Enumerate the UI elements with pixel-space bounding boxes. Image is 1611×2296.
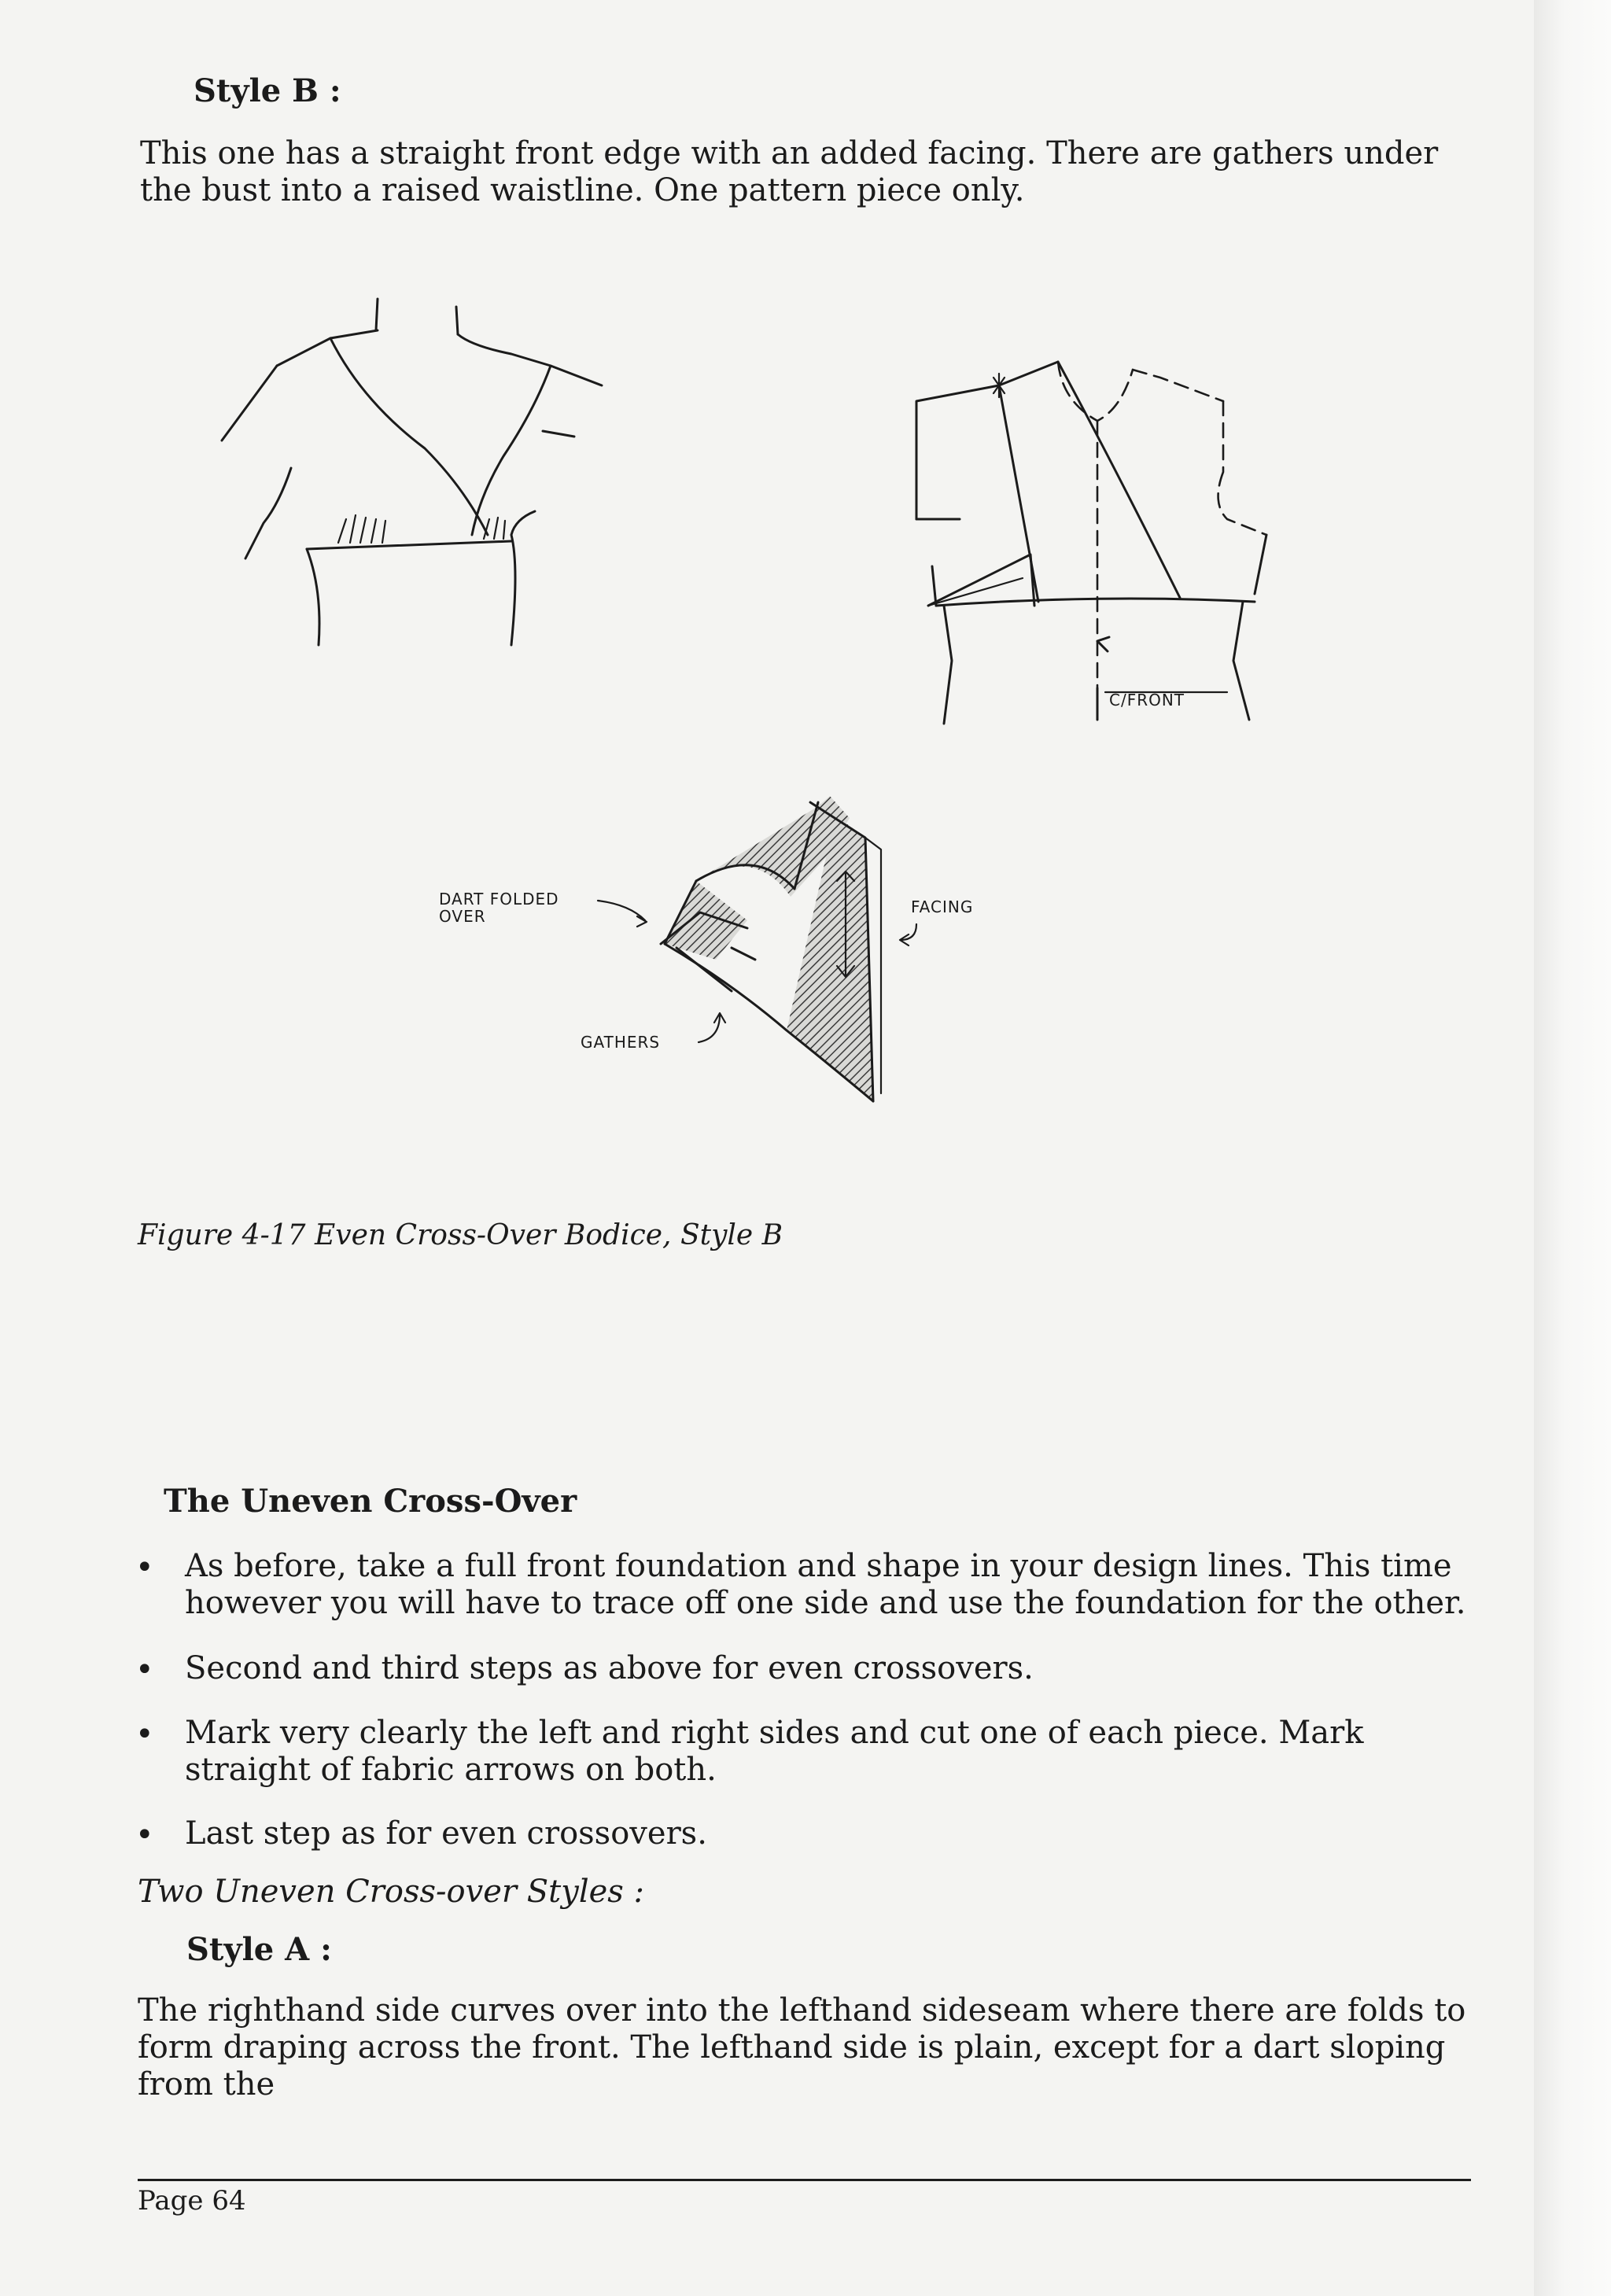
- bullet-text: As before, take a full front foundation and shape in your design lines. This time however you will have to trace off one side and use the foundation for the other.: [185, 1548, 1466, 1621]
- style-b-description: This one has a straight front edge with an added facing. There are gathers under the bust into a raised waistline. One pattern piece only.: [140, 135, 1439, 208]
- facing-label: FACING: [911, 897, 974, 916]
- style-a-heading: Style A :: [186, 1931, 332, 1968]
- bodice-sketch: [222, 299, 602, 645]
- bullet-icon: •: [135, 1817, 154, 1853]
- style-b-heading: Style B :: [194, 72, 341, 109]
- foundation-draft: [916, 362, 1266, 724]
- bullet-text: Mark very clearly the left and right sides and cut one of each piece. Mark straight of fabric arrows on both.: [185, 1715, 1364, 1788]
- cross-over-bodice-figure: [0, 283, 1534, 1141]
- bullet-text: Second and third steps as above for even crossovers.: [185, 1650, 1034, 1686]
- figure-caption: Figure 4-17 Even Cross-Over Bodice, Style B: [138, 1219, 783, 1251]
- style-a-text: The righthand side curves over into the lefthand sideseam where there are folds to form draping across the front. The lefthand side is plain, except for a dart sloping from the: [138, 1992, 1466, 2103]
- bullet-icon: •: [135, 1716, 154, 1752]
- dart-label-line2: OVER: [439, 907, 486, 926]
- bullet-item: [137, 1548, 1474, 1622]
- bullet-text: Last step as for even crossovers.: [185, 1815, 707, 1852]
- bullet-item: [137, 1815, 1474, 1852]
- bullet-icon: •: [135, 1550, 154, 1586]
- footer-rule: [138, 2179, 1471, 2181]
- pattern-piece: [439, 796, 973, 1101]
- gathers-label: GATHERS: [581, 1033, 661, 1052]
- bullet-item: [137, 1650, 1474, 1687]
- dart-label-line1: DART FOLDED: [439, 890, 559, 908]
- page-number: Page 64: [138, 2185, 246, 2217]
- uneven-subheading: Two Uneven Cross-over Styles :: [138, 1874, 645, 1910]
- page-edge: [1534, 0, 1611, 2296]
- uneven-heading: The Uneven Cross-Over: [164, 1483, 577, 1520]
- front-label: C/FRONT: [1109, 691, 1185, 709]
- bullet-item: [137, 1715, 1474, 1789]
- bullet-icon: •: [135, 1652, 154, 1688]
